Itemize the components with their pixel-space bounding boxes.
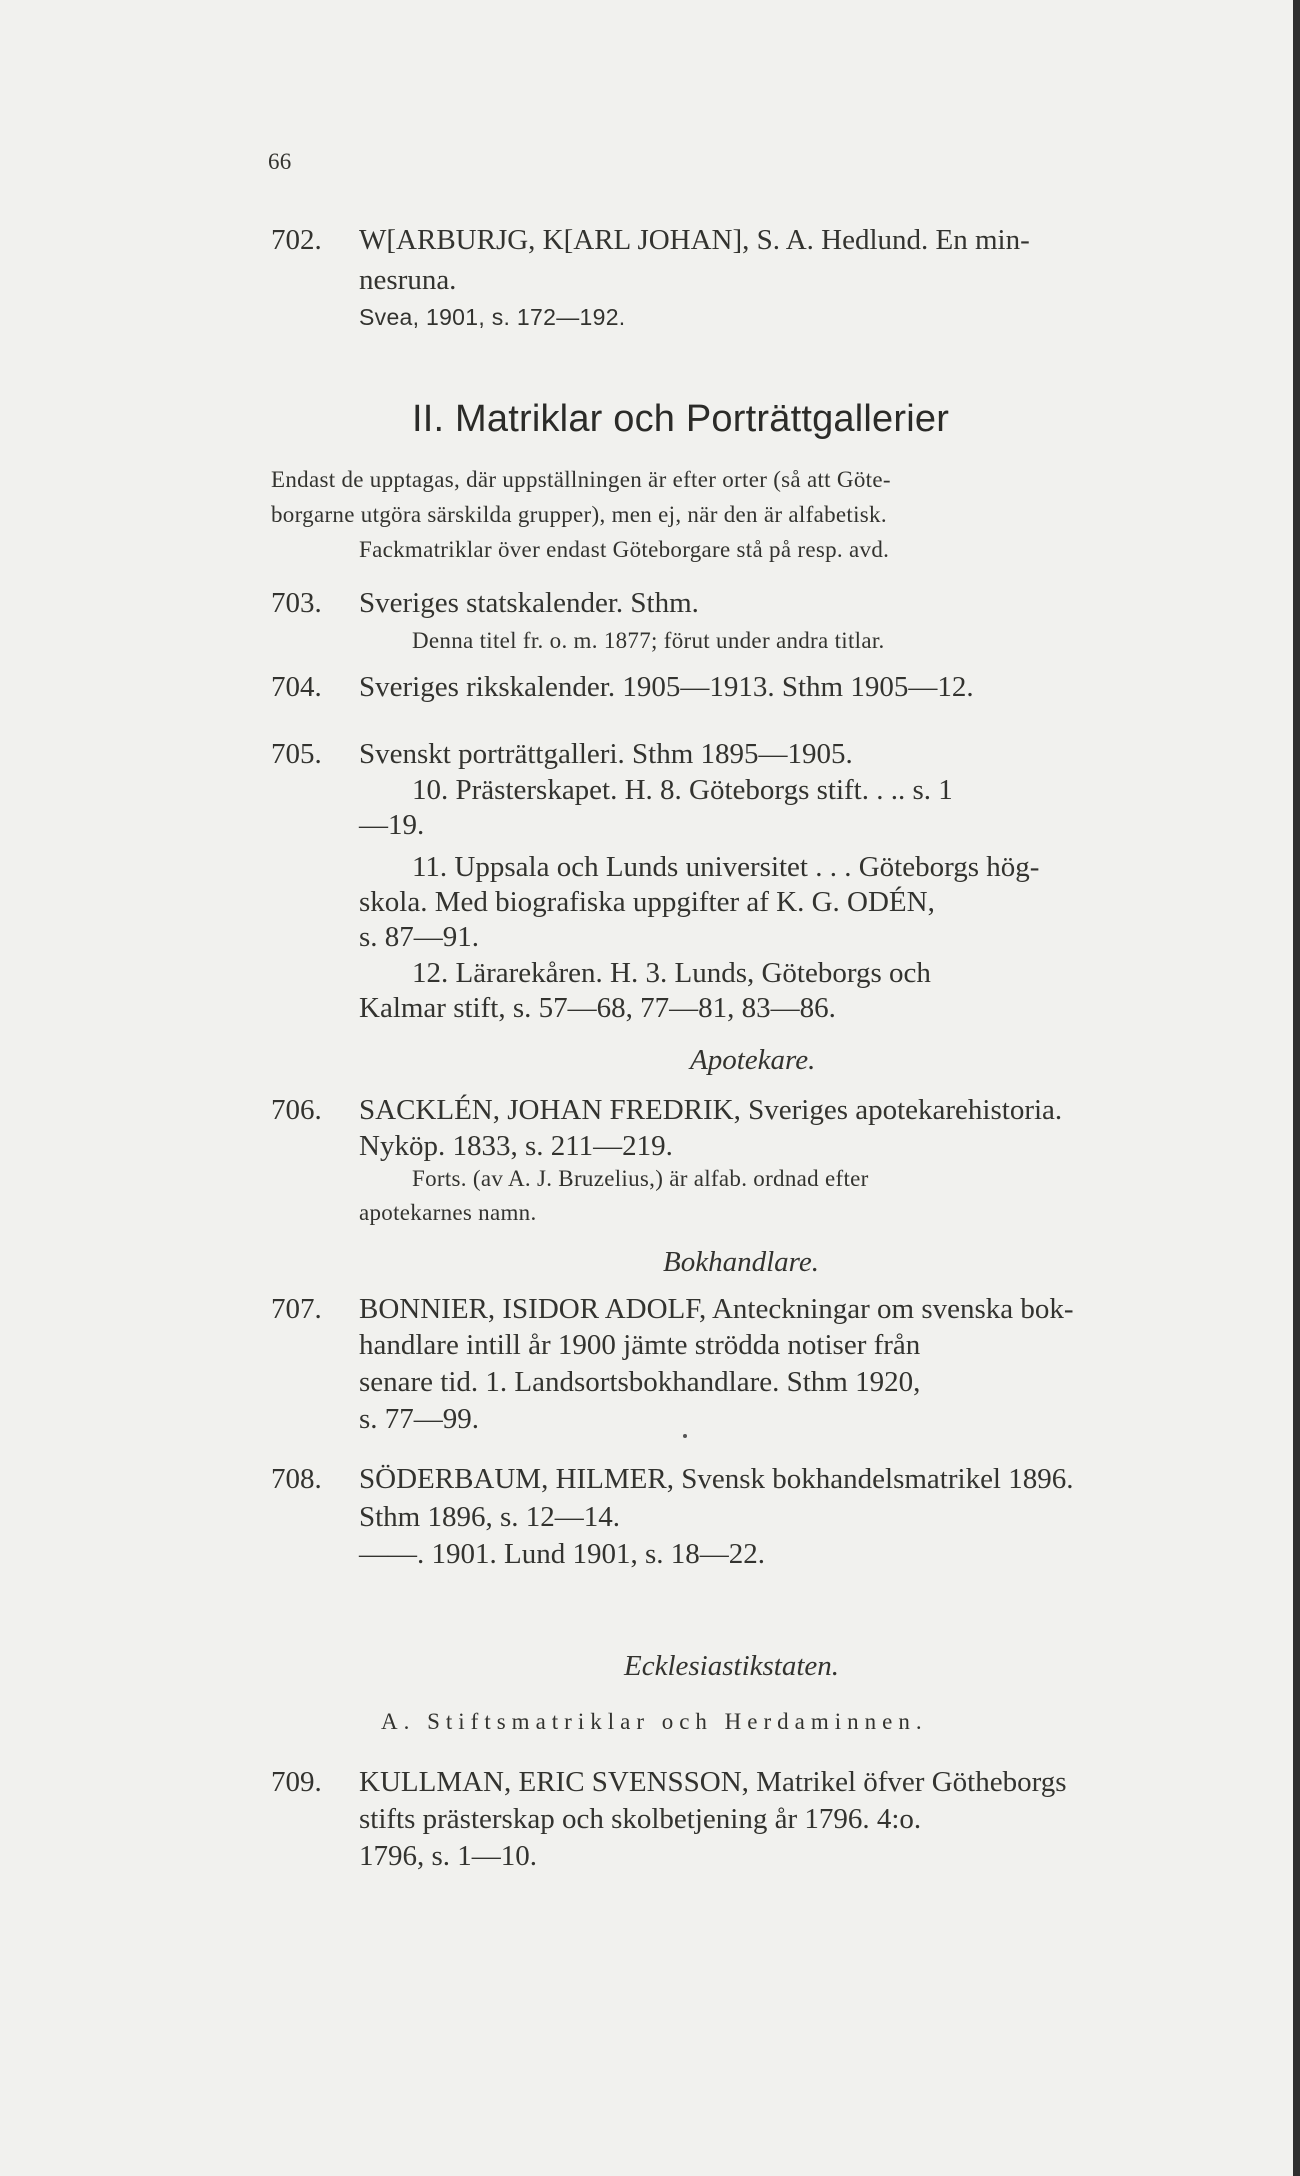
entry-705-line-8: Kalmar stift, s. 57—68, 77—81, 83—86.: [359, 992, 836, 1024]
entry-703-note: Denna titel fr. o. m. 1877; förut under andra titlar.: [412, 628, 885, 653]
entry-704-line-1: Sveriges rikskalender. 1905—1913. Sthm 1905—12.: [359, 671, 974, 703]
section-intro-line-2: borgarne utgöra särskilda grupper), men ej, när den är alfabetisk.: [271, 502, 887, 527]
entry-706-line-1: SACKLÉN, JOHAN FREDRIK, Sveriges apotekarehistoria.: [359, 1094, 1063, 1126]
entry-707-number: 707.: [271, 1293, 322, 1325]
entry-706-line-2: Nyköp. 1833, s. 211—219.: [359, 1130, 673, 1162]
entry-705-line-2: 10. Prästerskapet. H. 8. Göteborgs stift. . .. s. 1: [412, 774, 953, 806]
entry-707-line-4: s. 77—99.: [359, 1403, 480, 1435]
section-intro-line-3: Fackmatriklar över endast Göteborgare stå på resp. avd.: [359, 537, 890, 562]
entry-705-line-3: —19.: [359, 809, 425, 841]
entry-709-number: 709.: [271, 1766, 322, 1798]
entry-707-line-2: handlare intill år 1900 jämte strödda notiser från: [359, 1329, 921, 1361]
entry-704-number: 704.: [271, 671, 322, 703]
entry-705-line-1: Svenskt porträttgalleri. Sthm 1895—1905.: [359, 738, 853, 770]
entry-702-number: 702.: [271, 224, 322, 256]
entry-705-line-7: 12. Lärarekåren. H. 3. Lunds, Göteborgs och: [412, 957, 931, 989]
entry-705-line-5: skola. Med biografiska uppgifter af K. G. ODÉN,: [359, 886, 935, 918]
entry-709-line-1: KULLMAN, ERIC SVENSSON, Matrikel öfver Götheborgs: [359, 1766, 1067, 1798]
entry-705-number: 705.: [271, 738, 322, 770]
page-edge-shadow: [1293, 0, 1300, 2176]
entry-706-line-4: apotekarnes namn.: [359, 1200, 537, 1225]
subsection-bokhandlare: Bokhandlare.: [663, 1246, 819, 1278]
section-intro-line-1: Endast de upptagas, där uppställningen är efter orter (så att Göte-: [271, 467, 891, 492]
entry-709-line-2: stifts prästerskap och skolbetjening år 1796. 4:o.: [359, 1803, 922, 1835]
section-heading: II. Matriklar och Porträttgallerier: [412, 398, 950, 440]
entry-707-line-1: BONNIER, ISIDOR ADOLF, Anteckningar om svenska bok-: [359, 1293, 1074, 1325]
entry-708-line-1: SÖDERBAUM, HILMER, Svensk bokhandelsmatrikel 1896.: [359, 1463, 1074, 1495]
entry-705-line-4: 11. Uppsala och Lunds universitet . . . Göteborgs hög-: [412, 851, 1040, 883]
entry-703-line-1: Sveriges statskalender. Sthm.: [359, 587, 699, 619]
entry-707-line-3: senare tid. 1. Landsortsbokhandlare. Sthm 1920,: [359, 1366, 921, 1398]
entry-706-line-3: Forts. (av A. J. Bruzelius,) är alfab. ordnad efter: [412, 1166, 869, 1191]
entry-708-line-3: ——. 1901. Lund 1901, s. 18—22.: [359, 1538, 765, 1570]
entry-705-line-6: s. 87—91.: [359, 921, 480, 953]
entry-702-line-2: nesruna.: [359, 264, 457, 296]
subsection-ecklesiastikstaten: Ecklesiastikstaten.: [624, 1650, 840, 1682]
entry-706-number: 706.: [271, 1094, 322, 1126]
entry-708-number: 708.: [271, 1463, 322, 1495]
subsection-stiftsmatriklar: A. Stiftsmatriklar och Herdaminnen.: [381, 1709, 928, 1734]
subsection-apotekare: Apotekare.: [690, 1044, 816, 1076]
ink-mark: [683, 1434, 687, 1438]
entry-703-number: 703.: [271, 587, 322, 619]
entry-702-source: Svea, 1901, s. 172—192.: [359, 304, 626, 330]
page-number: 66: [268, 149, 292, 174]
entry-708-line-2: Sthm 1896, s. 12—14.: [359, 1501, 621, 1533]
entry-702-line-1: W[ARBURJG, K[ARL JOHAN], S. A. Hedlund. En min-: [359, 224, 1030, 256]
entry-709-line-3: 1796, s. 1—10.: [359, 1840, 538, 1872]
